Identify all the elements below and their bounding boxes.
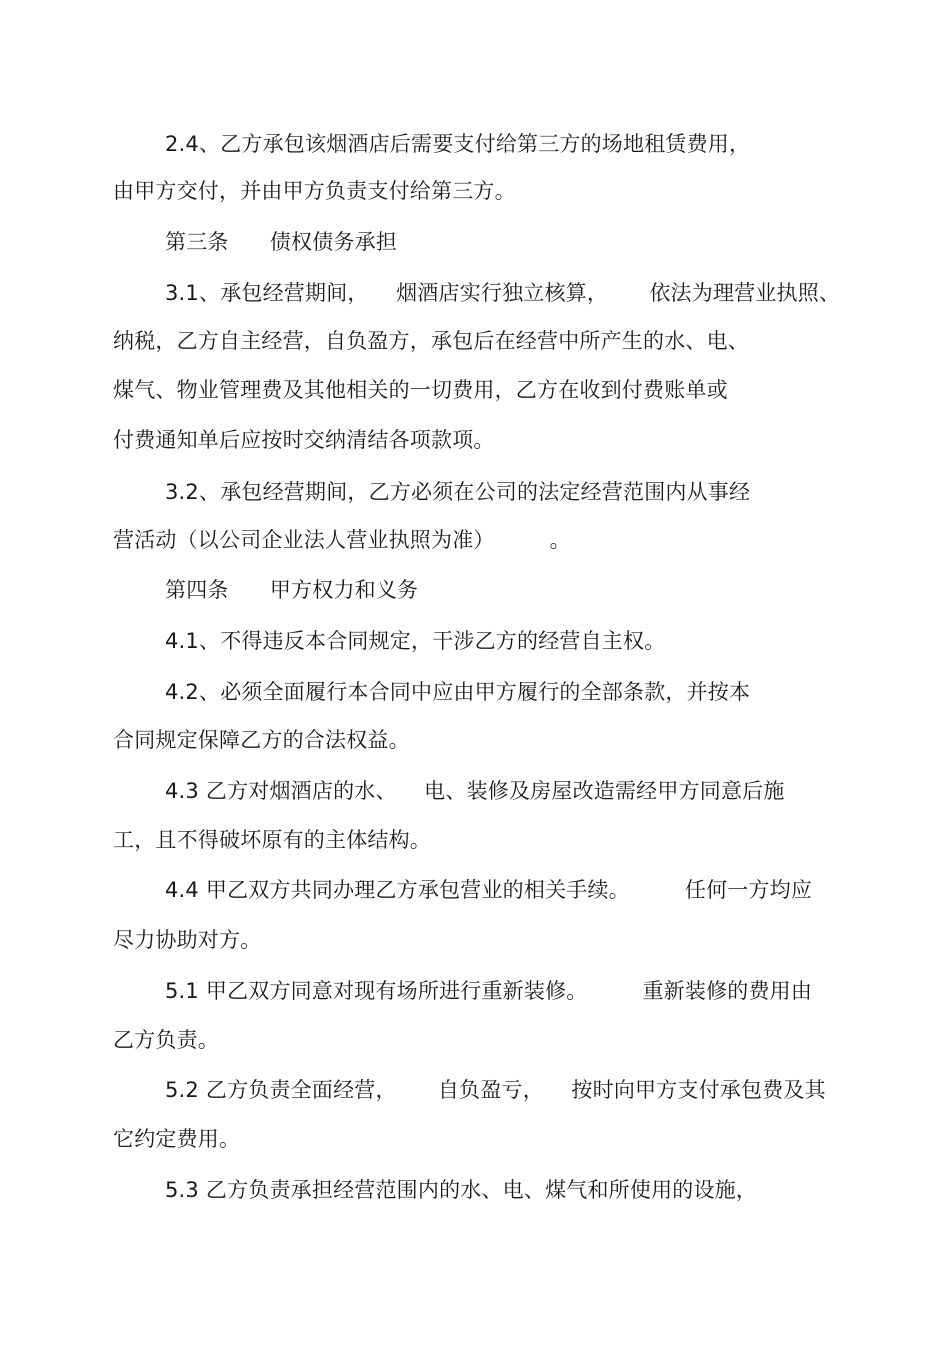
text-line: 煤气、物业管理费及其他相关的一切费用，乙方在收到付费账单或	[113, 378, 728, 402]
text-line: 4.2、必须全面履行本合同中应由甲方履行的全部条款，并按本	[165, 680, 751, 704]
text-line: 5.1 甲乙双方同意对现有场所进行重新装修。 重新装修的费用由	[165, 979, 813, 1003]
text-line: 3.1、承包经营期间， 烟酒店实行独立核算， 依法为理营业执照、	[165, 281, 841, 305]
text-line: 4.4 甲乙双方共同办理乙方承包营业的相关手续。 任何一方均应	[165, 878, 813, 902]
section-heading: 第三条 债权债务承担	[165, 230, 398, 254]
text-line: 4.1、不得违反本合同规定，干涉乙方的经营自主权。	[165, 629, 666, 653]
text-line: 纳税，乙方自主经营，自负盈方，承包后在经营中所产生的水、电、	[113, 329, 749, 353]
text-line: 3.2、承包经营期间，乙方必须在公司的法定经营范围内从事经	[165, 480, 751, 504]
text-line: 乙方负责。	[113, 1028, 219, 1052]
text-line: 4.3 乙方对烟酒店的水、 电、装修及房屋改造需经甲方同意后施	[165, 779, 785, 803]
text-line: 2.4、乙方承包该烟酒店后需要支付给第三方的场地租赁费用，	[165, 132, 751, 156]
text-line: 付费通知单后应按时交纳清结各项款项。	[113, 428, 495, 452]
section-heading: 第四条 甲方权力和义务	[165, 578, 419, 602]
text-line: 由甲方交付，并由甲方负责支付给第三方。	[113, 179, 516, 203]
text-line: 工，且不得破坏原有的主体结构。	[113, 828, 431, 852]
text-line: 尽力协助对方。	[113, 928, 262, 952]
text-line: 5.3 乙方负责承担经营范围内的水、电、煤气和所使用的设施，	[165, 1178, 758, 1202]
text-line: 营活动（以公司企业法人营业执照为准） 。	[113, 528, 571, 552]
text-line: 合同规定保障乙方的合法权益。	[113, 728, 410, 752]
text-line: 5.2 乙方负责全面经营， 自负盈亏， 按时向甲方支付承包费及其	[165, 1078, 826, 1102]
text-line: 它约定费用。	[113, 1127, 241, 1151]
